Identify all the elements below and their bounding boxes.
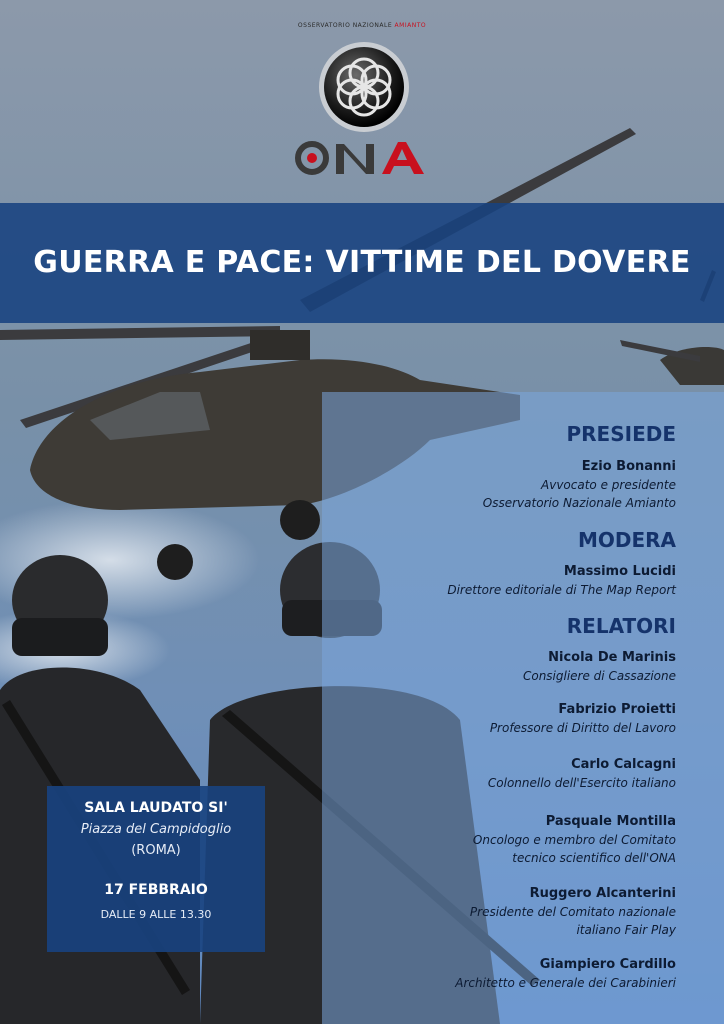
speaker-name: Fabrizio Proietti (558, 702, 676, 717)
speaker-name: Nicola De Marinis (548, 650, 676, 665)
speaker-name: Pasquale Montilla (545, 814, 676, 829)
speaker-name: Giampiero Cardillo (539, 957, 676, 972)
speaker-name: Carlo Calcagni (571, 757, 676, 772)
speaker-role: Colonnello dell'Esercito italiano (487, 776, 676, 790)
event-title: GUERRA E PACE: VITTIME DEL DOVERE (33, 245, 691, 280)
speaker-entry (490, 701, 676, 737)
speaker-role: Direttore editoriale di The Map Report (447, 583, 676, 597)
ona-logo-icon (317, 40, 411, 134)
speaker-role: tecnico scientifico dell'ONA (512, 851, 676, 865)
section-heading-presiede: PRESIEDE (566, 422, 676, 446)
org-name-suffix: AMIANTO (394, 22, 427, 29)
speaker-name: Massimo Lucidi (563, 564, 676, 579)
speaker-role: Architetto e Generale dei Carabinieri (455, 976, 676, 990)
event-date: 17 FEBBRAIO (104, 882, 208, 898)
speaker-entry (447, 563, 676, 599)
venue-city: (ROMA) (131, 843, 181, 858)
speaker-entry (523, 649, 676, 685)
venue-name: SALA LAUDATO SI' (84, 800, 228, 816)
speaker-entry (455, 956, 676, 992)
org-name-header (0, 22, 724, 29)
speaker-entry (473, 813, 676, 867)
logo-text-label: ONA (362, 177, 365, 178)
speaker-name: Ezio Bonanni (581, 459, 676, 474)
event-hours: DALLE 9 ALLE 13.30 (100, 908, 212, 921)
ona-wordmark (292, 138, 432, 178)
org-name-prefix: OSSERVATORIO NAZIONALE (297, 22, 393, 29)
speaker-entry (470, 885, 676, 939)
venue-box (47, 786, 265, 952)
speaker-role: Presidente del Comitato nazionale (469, 905, 676, 919)
section-heading-modera: MODERA (577, 528, 676, 552)
speaker-role: Consigliere di Cassazione (522, 669, 676, 683)
speaker-role: Osservatorio Nazionale Amianto (482, 496, 676, 510)
speaker-role: Avvocato e presidente (541, 478, 676, 492)
venue-address: Piazza del Campidoglio (80, 822, 232, 837)
speaker-name: Ruggero Alcanterini (529, 886, 676, 901)
speaker-entry (488, 756, 676, 792)
speaker-role: Professore di Diritto del Lavoro (489, 721, 676, 735)
speaker-role: italiano Fair Play (576, 923, 676, 937)
section-heading-relatori: RELATORI (566, 614, 676, 638)
speaker-entry (483, 458, 676, 512)
speaker-role: Oncologo e membro del Comitato (472, 833, 676, 847)
